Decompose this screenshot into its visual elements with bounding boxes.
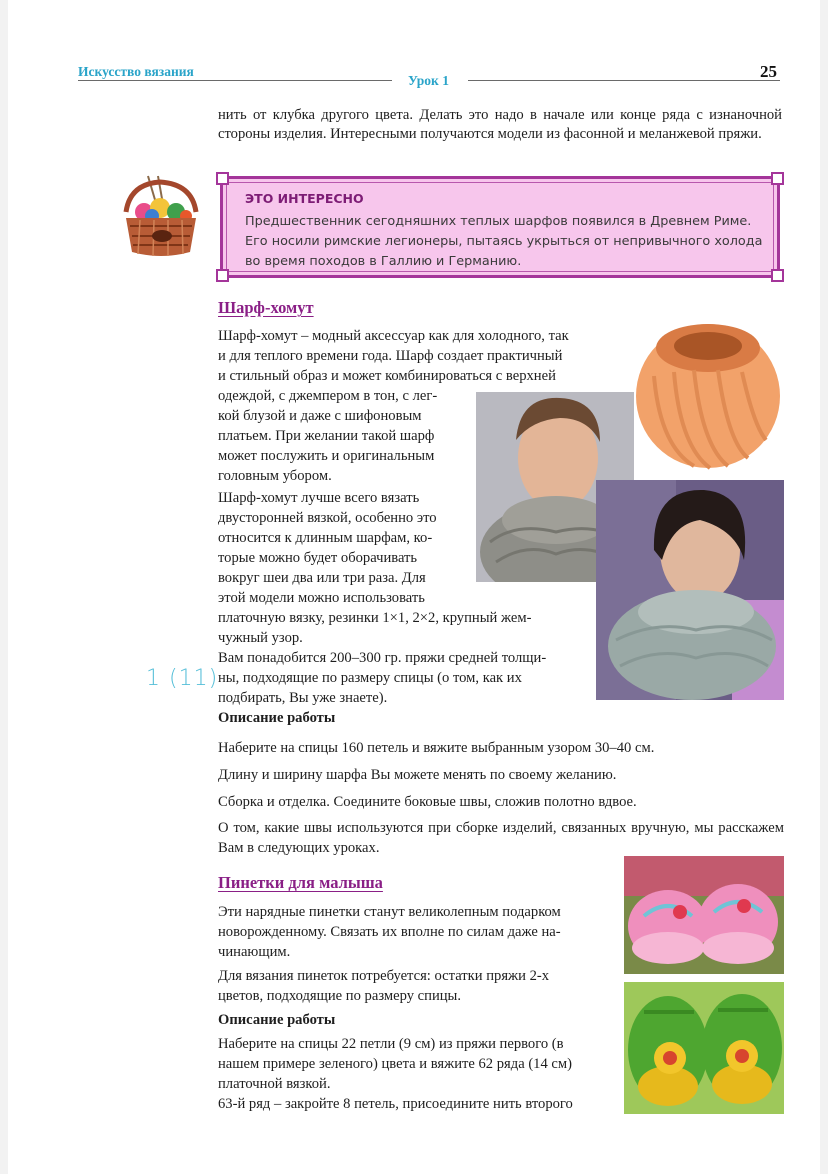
text-line: ны, подходящие по размеру спицы (о том, как их (218, 670, 522, 686)
pink-booties-photo (624, 856, 784, 974)
text-line: может послужить и оригинальным (218, 448, 435, 464)
text-line: 63-й ряд – закройте 8 петель, присоедините нить второго (218, 1096, 573, 1112)
text-line: головным убором. (218, 468, 332, 484)
box-corner-ornament (216, 269, 229, 282)
box-corner-ornament (771, 269, 784, 282)
booties-paragraph-2 (218, 966, 610, 1006)
booties-work-title: Описание работы (218, 1012, 336, 1028)
text-line: Наберите на спицы 22 петли (9 см) из пряжи первого (в (218, 1036, 564, 1052)
intro-paragraph: нить от клубка другого цвета. Делать это надо в начале или конце ряда с изнаночной стороны изделия. Интересными получаются модели из фасонной и меланжевой пряжи. (218, 107, 782, 142)
text-line: платочной вязкой. (218, 1076, 331, 1092)
text-line: платьем. При желании такой шарф (218, 428, 435, 444)
scarf-work-step: Сборка и отделка. Соедините боковые швы, сложив полотно вдвое. (218, 794, 637, 810)
page-number: 25 (760, 62, 777, 81)
section-title-scarf: Шарф-хомут (218, 298, 314, 317)
text-line: вокруг шеи два или три раза. Для (218, 570, 426, 586)
box-corner-ornament (771, 172, 784, 185)
scarf-work-step: Длину и ширину шарфа Вы можете менять по своему желанию. (218, 767, 617, 783)
header-rule-left (78, 80, 392, 81)
scarf-work-step: Наберите на спицы 160 петель и вяжите выбранным узором 30–40 см. (218, 740, 655, 756)
text-line: Вам понадобится 200–300 гр. пряжи средней толщи- (218, 650, 547, 666)
text-line: и стильный образ и может комбинироваться с верхней (218, 368, 556, 384)
fact-box-title: ЭТО ИНТЕРЕСНО (245, 191, 364, 206)
booties-paragraph-3 (218, 1034, 610, 1114)
book-page (8, 0, 820, 1174)
interesting-fact-box (220, 176, 780, 278)
green-booties-photo (624, 982, 784, 1114)
text-line: Эти нарядные пинетки станут великолепным подарком (218, 904, 561, 920)
woman-in-cowl-photo (596, 480, 784, 700)
text-line: и для теплого времени года. Шарф создает практичный (218, 348, 563, 364)
text-line: новорожденному. Связать их вполне по силам даже на- (218, 924, 561, 940)
lesson-title: Урок 1 (408, 73, 449, 88)
text-line: торые можно будет оборачивать (218, 550, 418, 566)
text-line: цветов, подходящие по размеру спицы. (218, 988, 462, 1004)
text-line: одеждой, с джемпером в тон, с лег- (218, 388, 438, 404)
orange-cowl-photo (624, 296, 786, 476)
section-title-booties: Пинетки для малыша (218, 873, 383, 892)
scarf-work-title: Описание работы (218, 710, 336, 726)
text-line: Шарф-хомут – модный аксессуар как для холодного, так (218, 328, 569, 344)
text-line: платочную вязку, резинки 1×1, 2×2, крупный жем- (218, 610, 532, 626)
book-title: Искусство вязания (78, 64, 194, 79)
booties-paragraph-1 (218, 902, 610, 962)
text-line: относится к длинным шарфам, ко- (218, 530, 433, 546)
text-line: чинающим. (218, 944, 291, 960)
text-line: чужный узор. (218, 630, 303, 646)
text-line: Шарф-хомут лучше всего вязать (218, 490, 420, 506)
scarf-note-paragraph: О том, какие швы используются при сборке изделий, связанных вручную, мы расскажем Вам в следующих уроках. (218, 820, 784, 856)
header-rule-right (468, 80, 780, 81)
text-line: этой модели можно использовать (218, 590, 425, 606)
text-line: подбирать, Вы уже знаете). (218, 690, 388, 706)
box-corner-ornament (216, 172, 229, 185)
text-line: двусторонней вязкой, особенно это (218, 510, 437, 526)
text-line: Для вязания пинеток потребуется: остатки пряжи 2-х (218, 968, 550, 984)
text-line: кой блузой и даже с шифоновым (218, 408, 422, 424)
text-line: нашем примере зеленого) цвета и вяжите 62 ряда (14 см) (218, 1056, 572, 1072)
scarf-paragraph-3 (218, 648, 598, 708)
fact-box-text: Предшественник сегодняшних теплых шарфов появился в Древнем Риме. Его носили римские легионеры, пытаясь укрыться от непривычного холода во время походов в Галлию и Германию. (245, 214, 763, 269)
yarn-basket-illustration (120, 174, 202, 260)
handwritten-margin-note: 1 (11) (146, 666, 219, 691)
